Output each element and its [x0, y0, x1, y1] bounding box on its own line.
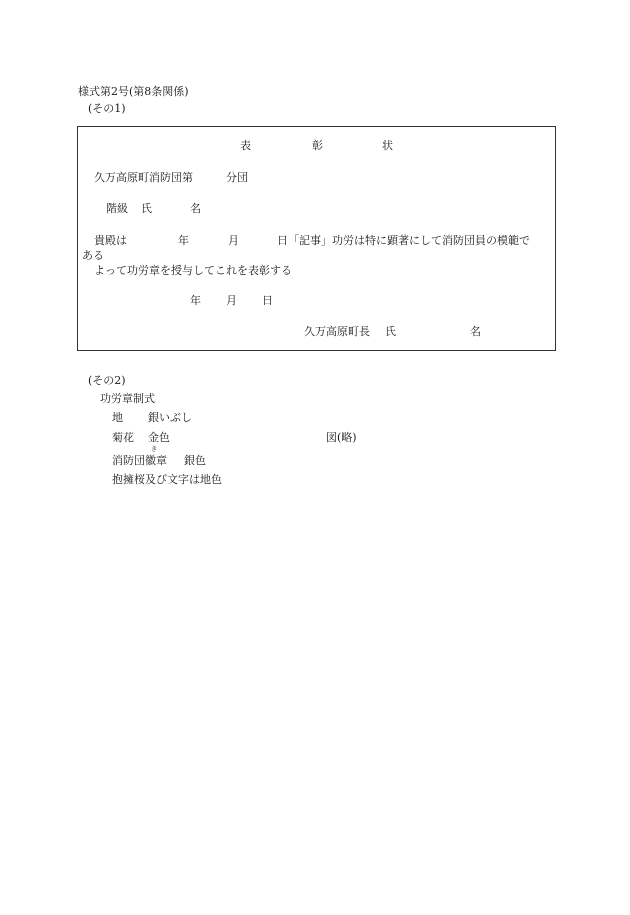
- signer-shi: 氏: [385, 325, 396, 338]
- signer-mei: 名: [470, 325, 481, 338]
- body-line-2: よって功労章を授与してこれを表彰する: [94, 264, 292, 277]
- figure-omitted: 図(略): [326, 431, 357, 444]
- heading-char-1: 表: [240, 139, 251, 152]
- part2-title: 功労章制式: [100, 392, 155, 405]
- spec-row-1-label: 地: [112, 411, 123, 424]
- form-title: 様式第2号(第8条関係): [78, 85, 189, 98]
- name-mei: 名: [190, 202, 201, 215]
- date-month: 月: [226, 294, 237, 307]
- unit-prefix: 久万高原町消防団第: [94, 171, 193, 184]
- spec-row-3-label: 消防団徽章: [112, 454, 167, 467]
- date-day: 日: [262, 294, 273, 307]
- body-continuation: ある: [82, 249, 104, 262]
- heading-char-3: 状: [382, 139, 393, 152]
- body-month: 月: [228, 234, 239, 247]
- name-shi: 氏: [141, 202, 152, 215]
- body-year: 年: [178, 234, 189, 247]
- body-day-record: 日「記事」功労は特に顕著にして消防団員の模範で: [277, 234, 530, 247]
- heading-char-2: 彰: [312, 139, 323, 152]
- part1-label: (その1): [88, 102, 126, 115]
- unit-suffix: 分団: [226, 171, 248, 184]
- spec-row-1-value: 銀いぶし: [148, 411, 192, 424]
- part2-label: (その2): [88, 374, 126, 387]
- spec-row-3-value: 銀色: [184, 454, 206, 467]
- signer-title: 久万高原町長: [304, 325, 370, 338]
- ruby-ki: き: [151, 446, 158, 453]
- rank-label: 階級: [106, 202, 128, 215]
- date-year: 年: [190, 294, 201, 307]
- spec-row-2-label: 菊花: [112, 431, 134, 444]
- body-you: 貴殿は: [94, 234, 127, 247]
- spec-row-2-value: 金色: [148, 431, 170, 444]
- spec-row-4-text: 抱擁桜及び文字は地色: [112, 473, 222, 486]
